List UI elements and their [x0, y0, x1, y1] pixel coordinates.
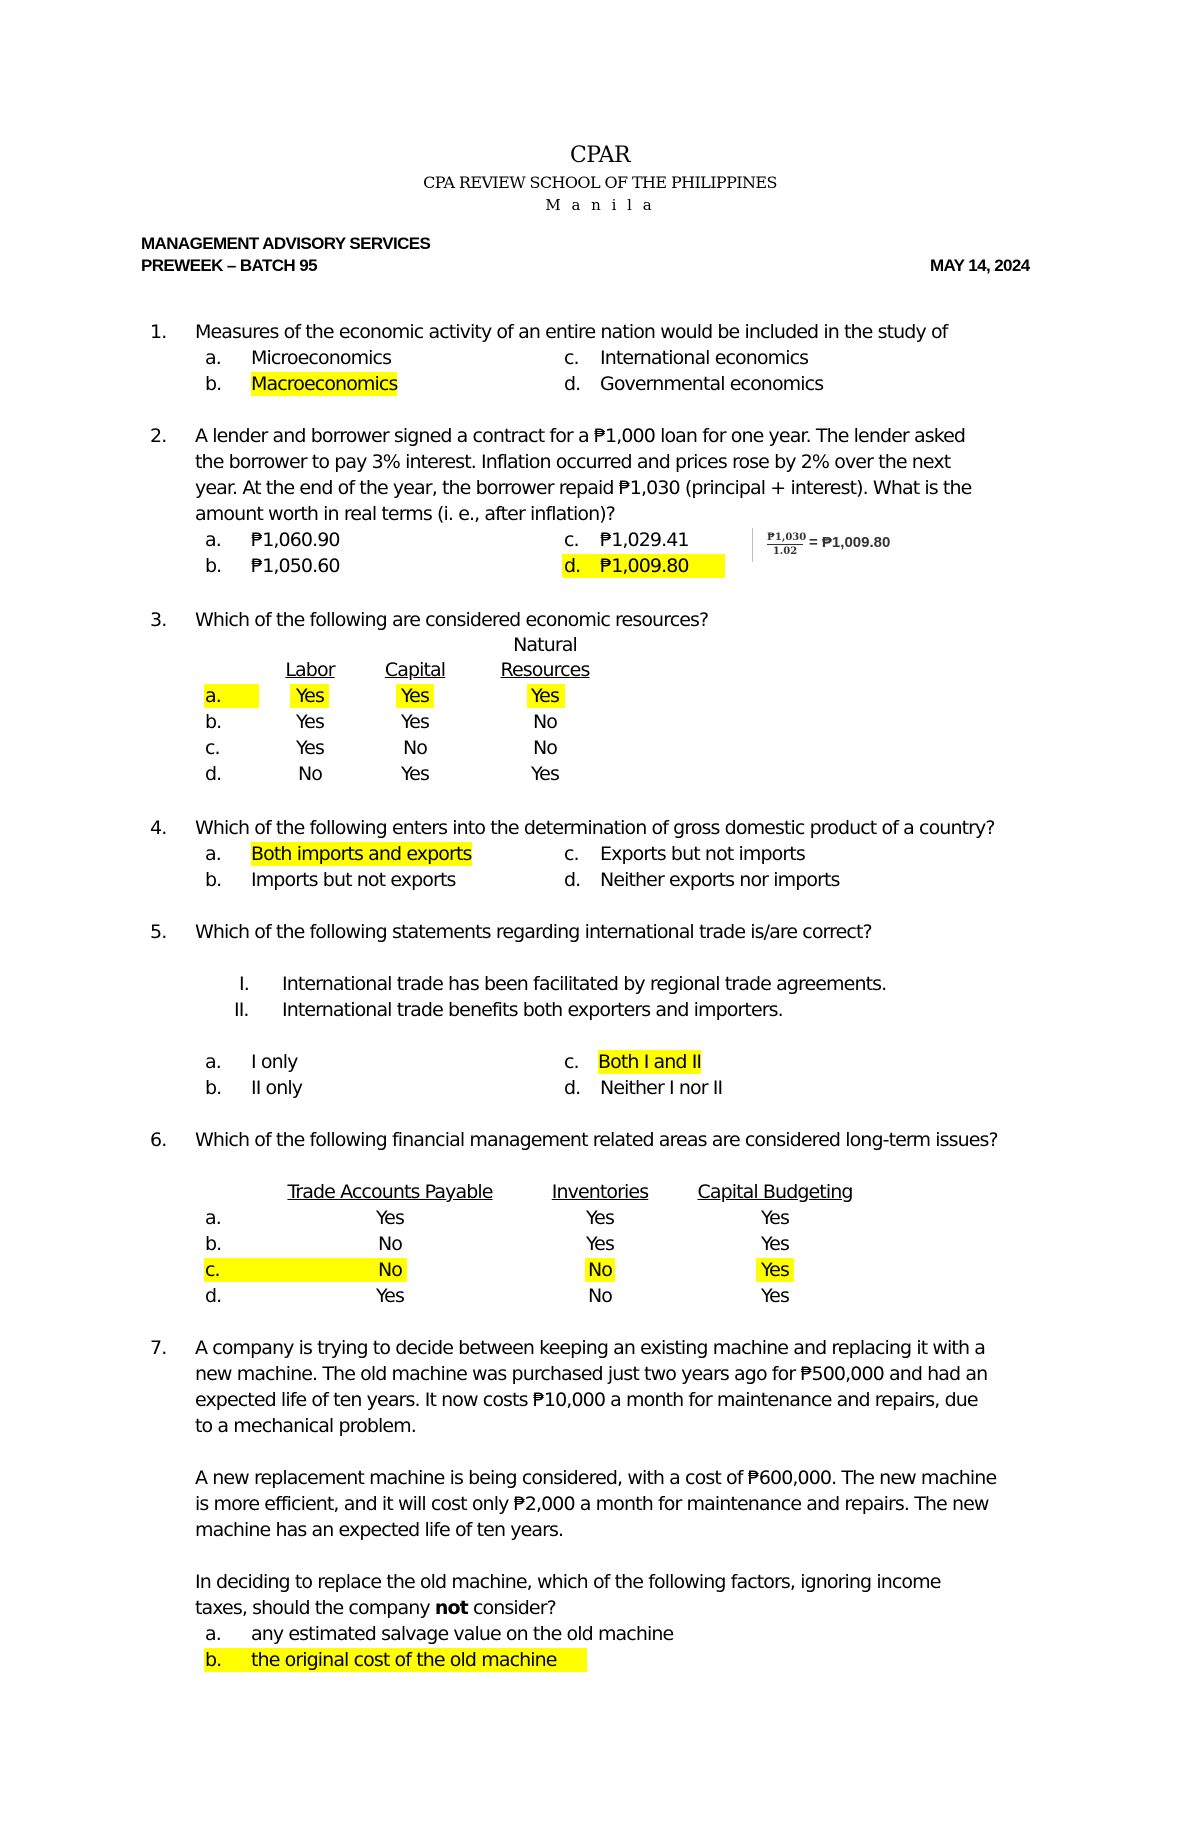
question-text-line: year. At the end of the year, the borrower repaid ₱1,030 (principal + interest). What is the — [195, 477, 972, 499]
choice-letter: a. — [205, 1623, 221, 1645]
choice-d: Neither I nor II — [600, 1077, 723, 1099]
choice-letter: a. — [205, 347, 221, 369]
solution-formula — [752, 528, 913, 562]
question-number: 1. — [150, 321, 167, 343]
row-letter: c. — [205, 737, 220, 759]
choice-letter: c. — [564, 843, 579, 865]
choice-letter: b. — [205, 373, 222, 395]
cell-natural: Yes — [531, 763, 559, 785]
cell-capital: Yes — [401, 711, 429, 733]
question-number: 2. — [150, 425, 167, 447]
choice-letter: b. — [205, 1649, 222, 1671]
choice-letter: a. — [205, 529, 221, 551]
cell-natural: No — [532, 711, 558, 733]
subject-title: MANAGEMENT ADVISORY SERVICES — [141, 234, 431, 253]
question-number: 3. — [150, 609, 167, 631]
choice-letter: d. — [564, 373, 581, 395]
paragraph-line: is more efficient, and it will cost only ₱2,000 a month for maintenance and repairs. The new — [195, 1493, 989, 1515]
choice-b: Imports but not exports — [251, 869, 456, 891]
column-header-capital-budgeting: Capital Budgeting — [697, 1181, 853, 1203]
choice-c-answer: Both I and II — [598, 1051, 702, 1073]
choice-b: II only — [251, 1077, 303, 1099]
question-text: Which of the following enters into the determination of gross domestic product of a country? — [195, 817, 995, 839]
statement-2: International trade benefits both exporters and importers. — [282, 999, 783, 1021]
cell-tap: No — [377, 1259, 403, 1281]
column-header-resources: Resources — [500, 659, 590, 681]
choice-d-answer: ₱1,009.80 — [600, 555, 689, 577]
formula-result: = ₱1,009.80 — [809, 534, 891, 551]
choice-letter: a. — [205, 1051, 221, 1073]
choice-c: ₱1,029.41 — [600, 529, 689, 551]
choice-letter: b. — [205, 555, 222, 577]
question-number: 7. — [150, 1337, 167, 1359]
paragraph-line: taxes, should the company not consider? — [195, 1597, 556, 1619]
paragraph-line: A company is trying to decide between keeping an existing machine and replacing it with a — [195, 1337, 985, 1359]
statement-number: II. — [234, 999, 249, 1021]
choice-a-answer: Both imports and exports — [251, 843, 472, 865]
formula-denominator: 1.02 — [772, 546, 798, 557]
question-text-line: amount worth in real terms (i. e., after inflation)? — [195, 503, 615, 525]
row-letter: a. — [205, 685, 221, 707]
formula-numerator: ₱1,030 — [767, 532, 807, 543]
row-letter: a. — [205, 1207, 221, 1229]
cell-capital-budgeting: Yes — [761, 1233, 789, 1255]
cell-inventories: No — [587, 1259, 613, 1281]
paragraph-line: A new replacement machine is being considered, with a cost of ₱600,000. The new machine — [195, 1467, 997, 1489]
cell-labor: Yes — [296, 685, 324, 707]
choice-c: International economics — [600, 347, 809, 369]
cell-capital-budgeting: Yes — [761, 1285, 789, 1307]
school-city: M a n i l a — [545, 196, 655, 214]
cell-labor: No — [297, 763, 323, 785]
cell-inventories: Yes — [586, 1207, 614, 1229]
choice-a: Microeconomics — [251, 347, 392, 369]
paragraph-line: new machine. The old machine was purchased just two years ago for ₱500,000 and had an — [195, 1363, 988, 1385]
column-header-natural: Natural — [513, 634, 577, 656]
row-letter: d. — [205, 763, 222, 785]
choice-letter: b. — [205, 1077, 222, 1099]
choice-letter: c. — [564, 529, 579, 551]
cell-inventories: No — [587, 1285, 613, 1307]
school-name: CPA REVIEW SCHOOL OF THE PHILIPPINES — [423, 173, 777, 192]
statement-1: International trade has been facilitated by regional trade agreements. — [282, 973, 887, 995]
cell-capital: Yes — [401, 763, 429, 785]
choice-b-answer: Macroeconomics — [251, 373, 398, 395]
question-text: Measures of the economic activity of an entire nation would be included in the study of — [195, 321, 948, 343]
choice-letter: a. — [205, 843, 221, 865]
cell-capital-budgeting: Yes — [761, 1259, 789, 1281]
cell-tap: Yes — [376, 1207, 404, 1229]
choice-letter: d. — [564, 1077, 581, 1099]
document-title: CPAR — [569, 143, 631, 168]
choice-b-answer: the original cost of the old machine — [251, 1649, 557, 1671]
question-number: 5. — [150, 921, 167, 943]
formula-fraction — [767, 531, 807, 558]
cell-tap: Yes — [376, 1285, 404, 1307]
column-header-capital: Capital — [384, 659, 446, 681]
cell-capital: No — [402, 737, 428, 759]
statement-number: I. — [239, 973, 249, 995]
batch-label: PREWEEK – BATCH 95 — [141, 256, 317, 275]
question-text: Which of the following financial management related areas are considered long-term issues? — [195, 1129, 998, 1151]
column-header-trade-accounts-payable: Trade Accounts Payable — [287, 1181, 493, 1203]
question-number: 4. — [150, 817, 167, 839]
row-letter: d. — [205, 1285, 222, 1307]
row-letter: c. — [205, 1259, 220, 1281]
choice-d: Governmental economics — [600, 373, 824, 395]
paragraph-line: to a mechanical problem. — [195, 1415, 416, 1437]
choice-letter: d. — [564, 869, 581, 891]
column-header-labor: Labor — [285, 659, 335, 681]
paragraph-line: In deciding to replace the old machine, which of the following factors, ignoring income — [195, 1571, 941, 1593]
choice-letter: c. — [564, 1051, 579, 1073]
cell-natural: Yes — [531, 685, 559, 707]
exam-date: MAY 14, 2024 — [930, 256, 1030, 275]
row-letter: b. — [205, 711, 222, 733]
choice-a: I only — [251, 1051, 298, 1073]
choice-c: Exports but not imports — [600, 843, 805, 865]
choice-d: Neither exports nor imports — [600, 869, 840, 891]
question-text: Which of the following are considered economic resources? — [195, 609, 709, 631]
choice-letter: d. — [564, 555, 581, 577]
choice-a: any estimated salvage value on the old machine — [251, 1623, 674, 1645]
choice-b: ₱1,050.60 — [251, 555, 340, 577]
cell-labor: Yes — [296, 737, 324, 759]
paragraph-line: machine has an expected life of ten years. — [195, 1519, 564, 1541]
cell-tap: No — [377, 1233, 403, 1255]
cell-natural: No — [532, 737, 558, 759]
choice-letter: b. — [205, 869, 222, 891]
cell-capital-budgeting: Yes — [761, 1207, 789, 1229]
choice-letter: c. — [564, 347, 579, 369]
column-header-inventories: Inventories — [551, 1181, 649, 1203]
cell-labor: Yes — [296, 711, 324, 733]
row-letter: b. — [205, 1233, 222, 1255]
cell-inventories: Yes — [586, 1233, 614, 1255]
question-text: Which of the following statements regarding international trade is/are correct? — [195, 921, 872, 943]
emphasis-not: not — [434, 1597, 468, 1619]
question-text-line: the borrower to pay 3% interest. Inflation occurred and prices rose by 2% over the next — [195, 451, 951, 473]
question-text-line: A lender and borrower signed a contract for a ₱1,000 loan for one year. The lender asked — [195, 425, 966, 447]
cell-capital: Yes — [401, 685, 429, 707]
paragraph-line: expected life of ten years. It now costs ₱10,000 a month for maintenance and repairs, due — [195, 1389, 978, 1411]
question-number: 6. — [150, 1129, 167, 1151]
choice-a: ₱1,060.90 — [251, 529, 340, 551]
